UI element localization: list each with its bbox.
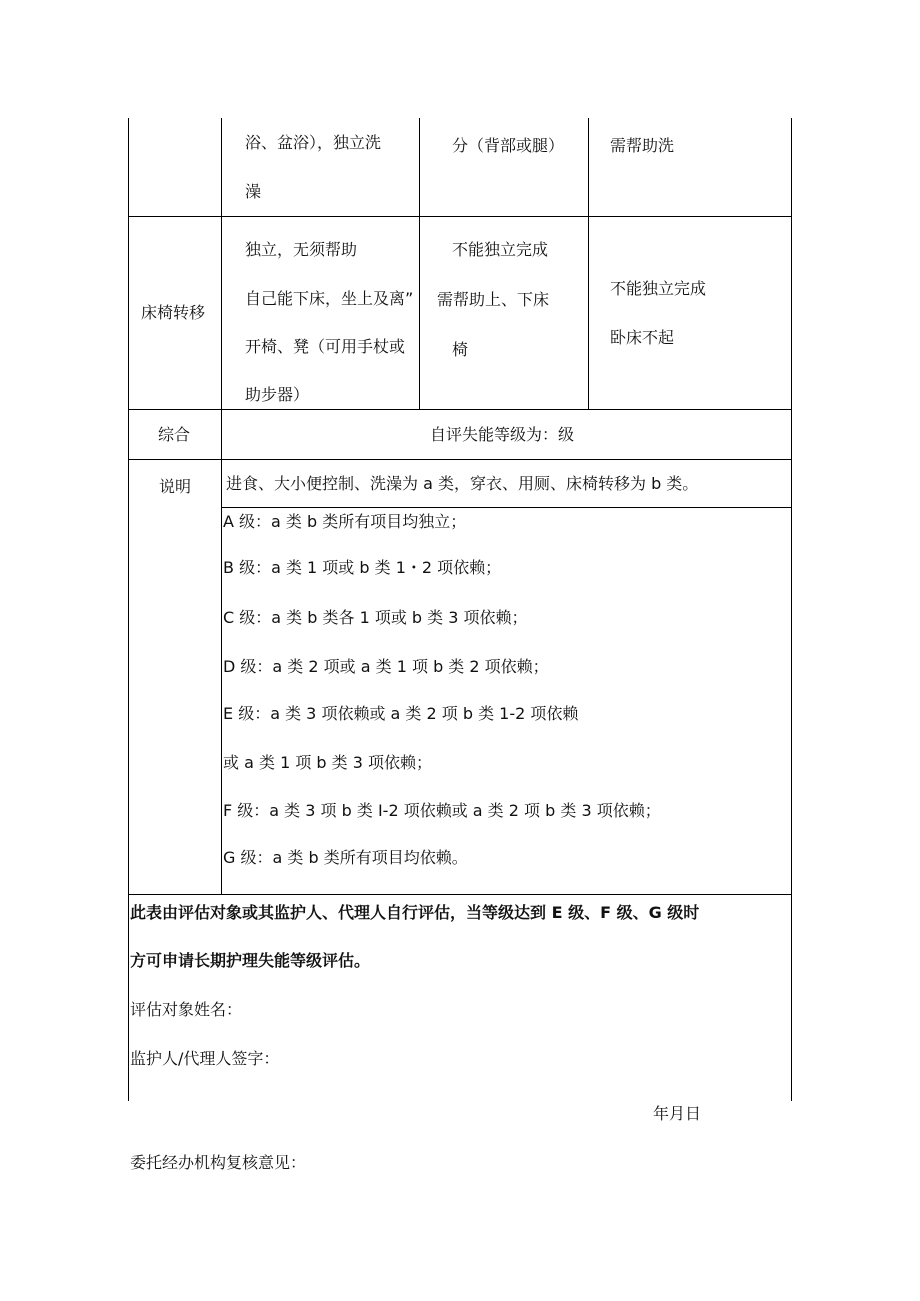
declaration-line-2: 方可申请长期护理失能等级评估。 bbox=[130, 951, 371, 970]
transfer-partial-line-1: 不能独立完成 bbox=[452, 240, 549, 259]
subject-name-label: 评估对象姓名： bbox=[130, 1000, 243, 1019]
summary-text: 自评失能等级为：级 bbox=[430, 425, 575, 444]
grade-g: G 级：a 类 b 类所有项目均依赖。 bbox=[223, 848, 468, 867]
transfer-independent-line-1: 独立，无须帮助 bbox=[245, 240, 358, 259]
grade-b: B 级：a 类 1 项或 b 类 1・2 项依赖； bbox=[223, 558, 502, 577]
review-opinion-label: 委托经办机构复核意见： bbox=[130, 1153, 307, 1172]
transfer-label: 床椅转移 bbox=[141, 303, 206, 322]
bathing-independent-line-2: 澡 bbox=[245, 182, 262, 201]
grade-e-line-2: 或 a 类 1 项 b 类 3 项依赖； bbox=[223, 753, 433, 772]
grade-f: F 级：a 类 3 项 b 类 I-2 项依赖或 a 类 2 项 b 类 3 项依赖； bbox=[223, 801, 661, 820]
transfer-dependent-line-1: 不能独立完成 bbox=[610, 279, 707, 298]
notes-label: 说明 bbox=[159, 477, 192, 496]
grade-d: D 级：a 类 2 项或 a 类 1 项 b 类 2 项依赖； bbox=[223, 657, 549, 676]
transfer-partial-line-2: 需帮助上、下床 bbox=[437, 290, 550, 309]
transfer-independent-line-4: 助步器） bbox=[245, 385, 310, 404]
row-divider-transfer-summary bbox=[128, 409, 792, 410]
grade-a: A 级：a 类 b 类所有项目均独立； bbox=[223, 512, 467, 531]
transfer-independent-line-2: 自己能下床，坐上及离” bbox=[245, 289, 414, 308]
table-left-border bbox=[128, 118, 129, 1101]
bathing-partial: 分（背部或腿） bbox=[452, 136, 565, 155]
option-divider-1 bbox=[419, 118, 420, 409]
transfer-partial-line-3: 椅 bbox=[452, 340, 469, 359]
transfer-independent-line-3: 开椅、凳（可用手杖或 bbox=[245, 337, 406, 356]
declaration-line-1: 此表由评估对象或其监护人、代理人自行评估，当等级达到 E 级、F 级、G 级时 bbox=[130, 903, 700, 922]
notes-categories: 进食、大小便控制、洗澡为 a 类，穿衣、用厕、床椅转移为 b 类。 bbox=[226, 474, 699, 493]
notes-inner-divider bbox=[221, 507, 792, 508]
bathing-independent-line-1: 浴、盆浴），独立洗 bbox=[245, 133, 382, 152]
transfer-dependent-line-2: 卧床不起 bbox=[610, 328, 675, 347]
row-divider-bathing-transfer bbox=[128, 216, 792, 217]
row-divider-notes-declaration bbox=[128, 894, 792, 895]
grade-c: C 级：a 类 b 类各 1 项或 b 类 3 项依赖； bbox=[223, 608, 528, 627]
option-divider-2 bbox=[588, 118, 589, 409]
summary-label: 综合 bbox=[158, 425, 191, 444]
row-divider-summary-notes bbox=[128, 459, 792, 460]
label-column-divider bbox=[221, 118, 222, 894]
date-label: 年月日 bbox=[653, 1104, 702, 1123]
guardian-signature-label: 监护人/代理人签字： bbox=[130, 1049, 280, 1068]
table-right-border bbox=[791, 118, 792, 1101]
bathing-dependent: 需帮助洗 bbox=[610, 136, 675, 155]
grade-e-line-1: E 级：a 类 3 项依赖或 a 类 2 项 b 类 1-2 项依赖 bbox=[223, 704, 579, 723]
